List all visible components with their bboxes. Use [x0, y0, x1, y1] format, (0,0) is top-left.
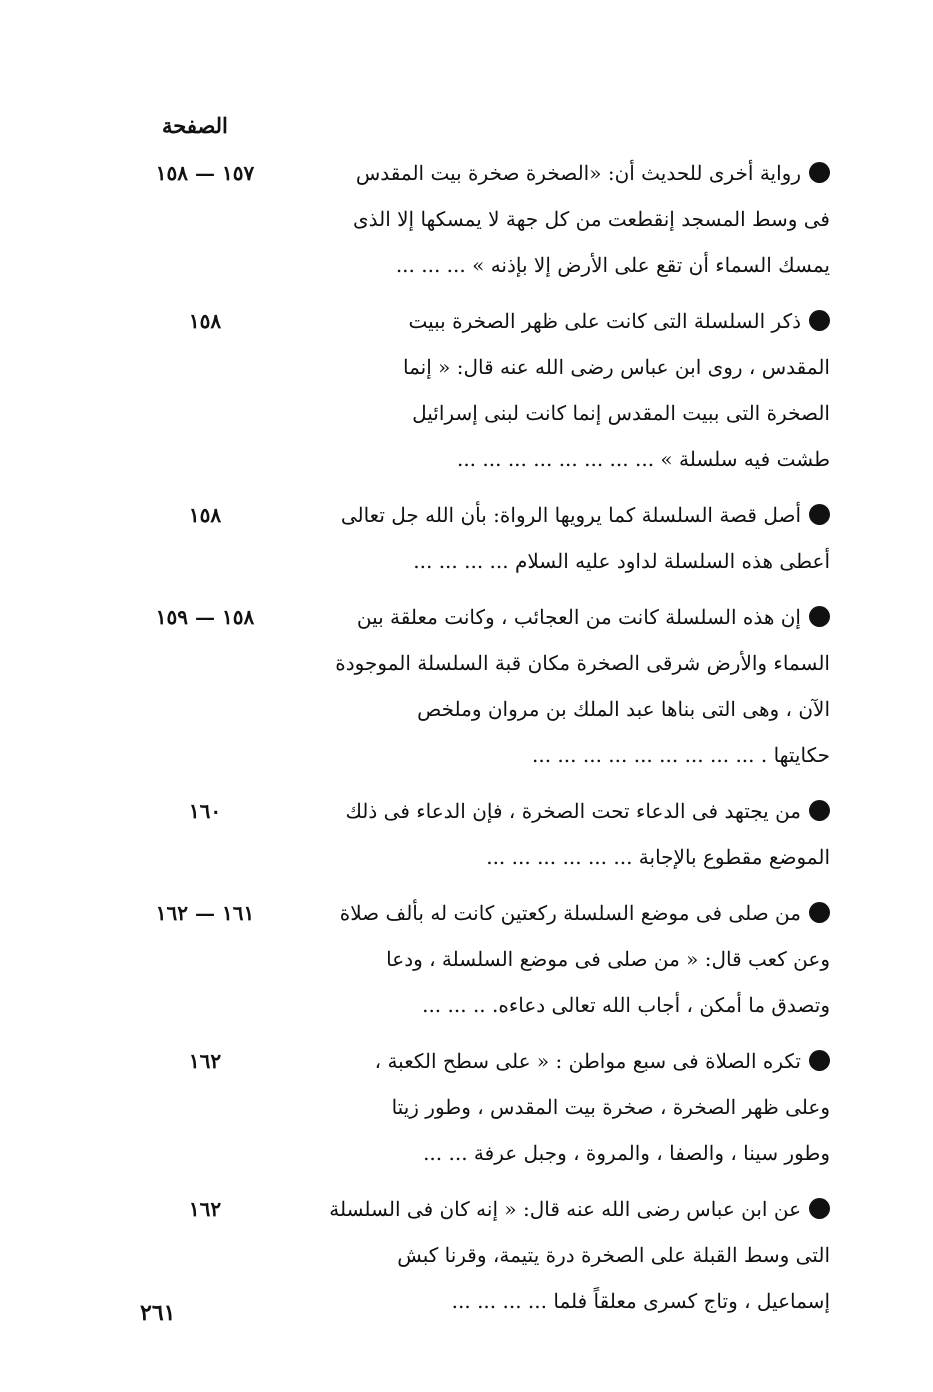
entry-line-text: تكره الصلاة فى سبع مواطن : « على سطح الكعبة ،	[374, 1049, 801, 1073]
entry-text-line	[290, 640, 830, 686]
entry-page-reference: ١٥٨	[188, 503, 222, 527]
entry-text	[290, 890, 830, 1028]
entry-line-text: يمسك السماء أن تقع على الأرض إلا بإذنه » ... ... ...	[395, 253, 830, 277]
entry-text-line	[290, 150, 830, 196]
index-entries	[120, 150, 830, 1324]
entry-text-line	[290, 982, 830, 1028]
entry-text-line	[290, 1084, 830, 1130]
entry-text	[290, 594, 830, 778]
entry-line-text: من صلى فى موضع السلسلة ركعتين كانت له بألف صلاة	[339, 901, 801, 925]
index-entry	[120, 890, 830, 1028]
entry-text	[290, 298, 830, 482]
entry-line-text: الصخرة التى ببيت المقدس إنما كانت لبنى إسرائيل	[412, 401, 830, 425]
entry-line-text: وعن كعب قال: « من صلى فى موضع السلسلة ، ودعا	[386, 947, 830, 971]
entry-line-text: من يجتهد فى الدعاء تحت الصخرة ، فإن الدعاء فى ذلك	[345, 799, 801, 823]
bullet-icon	[809, 606, 830, 627]
entry-line-text: السماء والأرض شرقى الصخرة مكان قبة السلسلة الموجودة	[335, 651, 830, 675]
index-entry	[120, 1038, 830, 1176]
entry-text-line	[290, 298, 830, 344]
entry-text-line	[290, 390, 830, 436]
entry-text-line	[290, 732, 830, 778]
entry-line-text: المقدس ، روى ابن عباس رضى الله عنه قال: « إنما	[402, 355, 830, 379]
entry-text-line	[290, 788, 830, 834]
entry-text-line	[290, 936, 830, 982]
entry-text-line	[290, 1130, 830, 1176]
bullet-icon	[809, 800, 830, 821]
index-entry	[120, 150, 830, 288]
bullet-icon	[809, 902, 830, 923]
index-entry	[120, 788, 830, 880]
entry-page-reference: ١٥٨ — ١٥٩	[155, 605, 255, 629]
entry-line-text: وتصدق ما أمكن ، أجاب الله تعالى دعاءه. .. ... ...	[422, 993, 830, 1017]
index-entry	[120, 1186, 830, 1324]
entry-text-line	[290, 1232, 830, 1278]
entry-line-text: رواية أخرى للحديث أن: «الصخرة صخرة بيت المقدس	[355, 161, 801, 185]
entry-line-text: التى وسط القبلة على الصخرة درة يتيمة، وقرنا كبش	[397, 1243, 830, 1267]
entry-line-text: أعطى هذه السلسلة لداود عليه السلام ... ... ... ...	[413, 549, 830, 573]
bullet-icon	[809, 1050, 830, 1071]
entry-text-line	[290, 1038, 830, 1084]
entry-text	[290, 788, 830, 880]
entry-page-reference: ١٦١ — ١٦٢	[155, 901, 255, 925]
entry-text	[290, 492, 830, 584]
entry-text-line	[290, 538, 830, 584]
entry-page-reference: ١٦٢	[188, 1049, 222, 1073]
entry-text-line	[290, 436, 830, 482]
page-column-header: الصفحة	[162, 113, 228, 138]
bullet-icon	[809, 504, 830, 525]
entry-line-text: وعلى ظهر الصخرة ، صخرة بيت المقدس ، وطور زيتا	[391, 1095, 830, 1119]
index-entry	[120, 298, 830, 482]
entry-line-text: حكايتها . ... ... ... ... ... ... ... ... ...	[532, 743, 830, 767]
entry-page-reference: ١٦٢	[188, 1197, 222, 1221]
entry-text-line	[290, 242, 830, 288]
entry-line-text: الموضع مقطوع بالإجابة ... ... ... ... ... ...	[486, 845, 830, 869]
entry-page-reference: ١٥٨	[188, 309, 222, 333]
entry-text-line	[290, 686, 830, 732]
entry-text-line	[290, 1278, 830, 1324]
bullet-icon	[809, 162, 830, 183]
entry-line-text: وطور سينا ، والصفا ، والمروة ، وجبل عرفة ... ...	[423, 1141, 830, 1165]
index-entry	[120, 594, 830, 778]
entry-line-text: طشت فيه سلسلة » ... ... ... ... ... ... ... ...	[456, 447, 830, 471]
entry-line-text: أصل قصة السلسلة كما يرويها الرواة: بأن الله جل تعالى	[340, 503, 801, 527]
entry-text-line	[290, 344, 830, 390]
page-number: ٢٦١	[140, 1300, 176, 1326]
index-entry	[120, 492, 830, 584]
entry-text	[290, 150, 830, 288]
entry-page-reference: ١٥٧ — ١٥٨	[155, 161, 255, 185]
entry-text-line	[290, 834, 830, 880]
entry-line-text: إن هذه السلسلة كانت من العجائب ، وكانت معلقة بين	[356, 605, 801, 629]
entry-line-text: إسماعيل ، وتاج كسرى معلقاً فلما ... ... ... ...	[451, 1289, 830, 1313]
entry-line-text: ذكر السلسلة التى كانت على ظهر الصخرة ببيت	[408, 309, 801, 333]
entry-page-reference: ١٦٠	[188, 799, 222, 823]
entry-text-line	[290, 890, 830, 936]
bullet-icon	[809, 1198, 830, 1219]
bullet-icon	[809, 310, 830, 331]
entry-text-line	[290, 594, 830, 640]
entry-text-line	[290, 196, 830, 242]
entry-line-text: الآن ، وهى التى بناها عبد الملك بن مروان وملخص	[417, 697, 830, 721]
entry-text-line	[290, 1186, 830, 1232]
entry-line-text: عن ابن عباس رضى الله عنه قال: « إنه كان فى السلسلة	[329, 1197, 801, 1221]
entry-text-line	[290, 492, 830, 538]
entry-line-text: فى وسط المسجد إنقطعت من كل جهة لا يمسكها إلا الذى	[352, 207, 830, 231]
entry-text	[290, 1186, 830, 1324]
entry-text	[290, 1038, 830, 1176]
